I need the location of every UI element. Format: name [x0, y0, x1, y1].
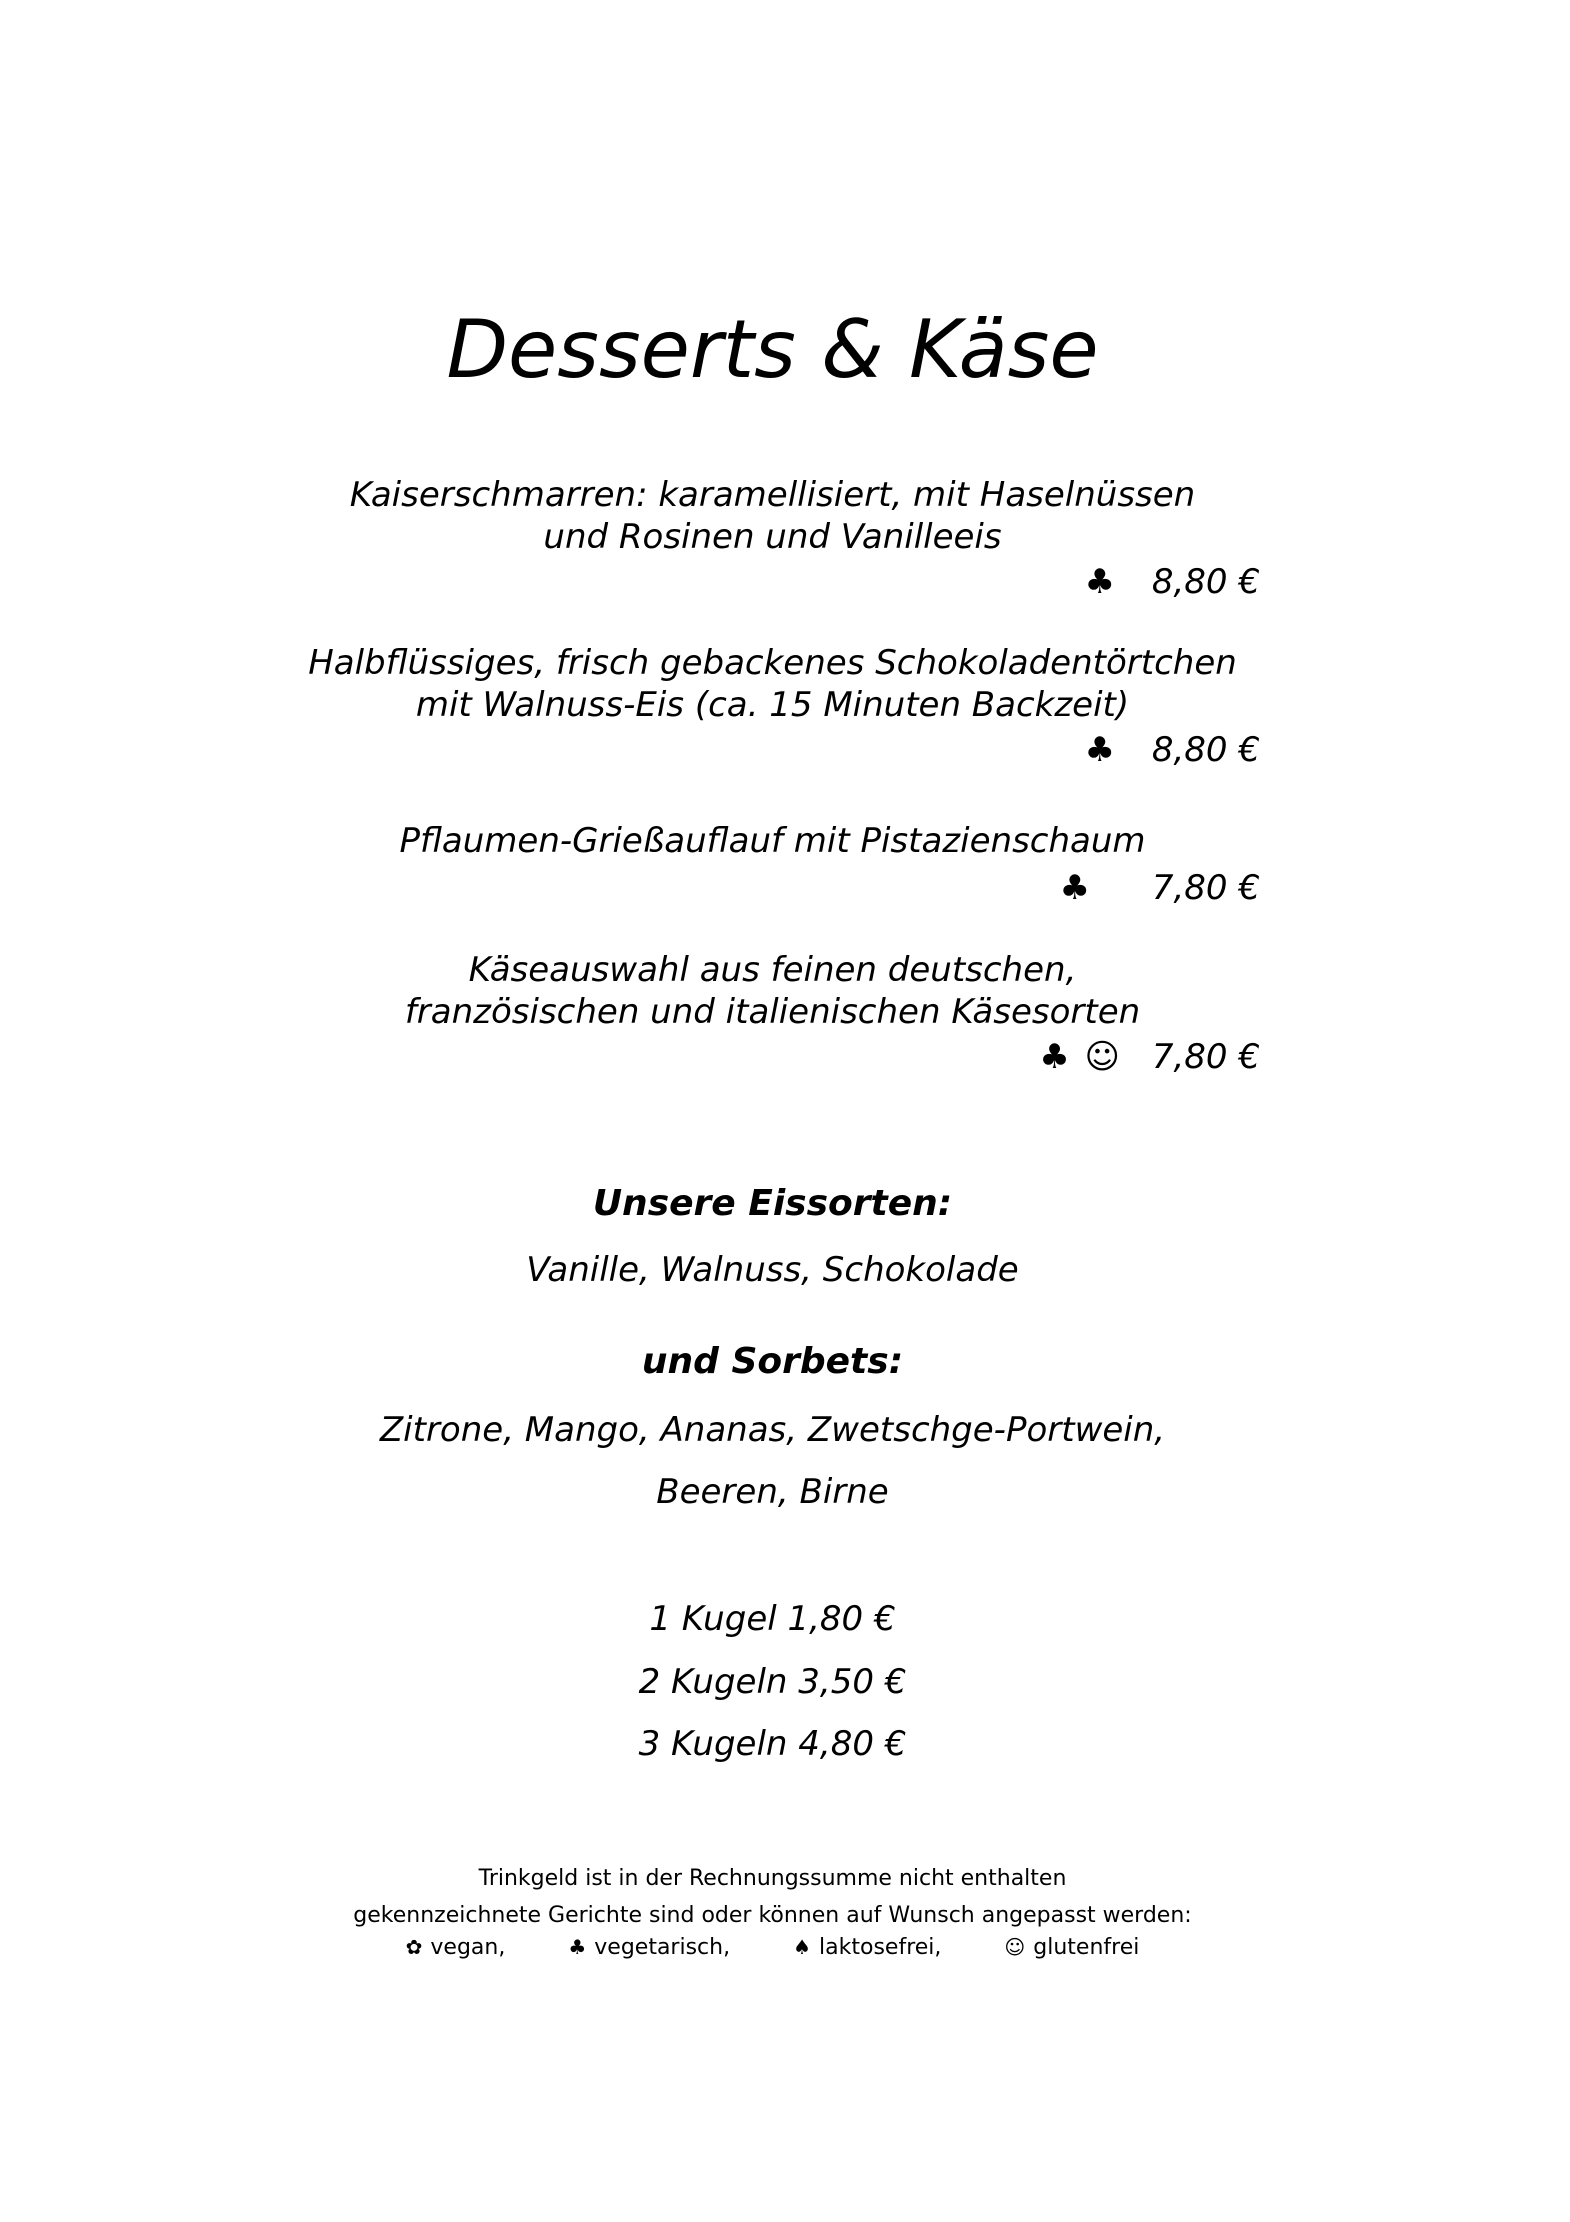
dish-price: 8,80 € [1151, 562, 1260, 602]
dish-line: Halbflüssiges, frisch gebackenes Schokoladentörtchen [308, 643, 1237, 683]
dish-line: und Rosinen und Vanilleeis [543, 517, 1002, 557]
club-icon: ♣ [1039, 1037, 1070, 1077]
club-icon: ♣ [1084, 730, 1115, 770]
dish-description [0, 474, 1545, 558]
scoop-price: 3 Kugeln 4,80 € [638, 1724, 907, 1764]
club-icon: ♣ [1084, 562, 1115, 602]
ice-cream-flavors: Vanille, Walnuss, Schokolade [526, 1250, 1019, 1290]
dish-price: 8,80 € [1151, 730, 1260, 770]
price-row [0, 1035, 1545, 1079]
legend-label: laktosefrei, [819, 1935, 942, 1960]
sorbets-heading: und Sorbets: [641, 1341, 904, 1382]
diet-marks [1035, 1035, 1120, 1079]
dish-description [0, 820, 1545, 862]
sorbet-flavors-line: Beeren, Birne [656, 1472, 889, 1512]
dish-line: Kaiserschmarren: karamellisiert, mit Haselnüssen [349, 475, 1196, 515]
dish-price: 7,80 € [1151, 1037, 1260, 1077]
ice-cream-heading: Unsere Eissorten: [592, 1183, 953, 1224]
page-title: Desserts & Käse [446, 303, 1099, 396]
diet-marks [1081, 728, 1115, 772]
dish-description [0, 949, 1545, 1033]
dish-line: Käseauswahl aus feinen deutschen, [468, 950, 1077, 990]
dish-line: französischen und italienischen Käsesorten [404, 992, 1141, 1032]
diet-marks [1081, 560, 1115, 604]
legend-item-gluten-free [1004, 1932, 1139, 1963]
dish-description [0, 642, 1545, 726]
legend-item-vegan [406, 1932, 506, 1963]
legend-item-lactose-free [793, 1932, 941, 1963]
dish-price: 7,80 € [1151, 868, 1260, 908]
tip-note: Trinkgeld ist in der Rechnungssumme nicht enthalten [478, 1866, 1067, 1891]
smiley-icon: ☺ [1084, 1037, 1120, 1077]
flower-icon: ✿ [405, 1935, 423, 1959]
price-row [0, 560, 1545, 604]
drop-icon: ♠ [793, 1935, 812, 1959]
price-row [0, 728, 1545, 772]
club-icon: ♣ [568, 1935, 587, 1959]
legend-item-vegetarian [568, 1932, 730, 1963]
diet-legend [0, 1932, 1545, 1963]
legend-label: glutenfrei [1033, 1935, 1140, 1960]
scoop-price: 1 Kugel 1,80 € [649, 1599, 896, 1639]
diet-marks [1056, 866, 1090, 910]
dish-line: Pflaumen-Grießauflauf mit Pistazienschaum [399, 821, 1146, 861]
marked-dishes-note: gekennzeichnete Gerichte sind oder können auf Wunsch angepasst werden: [353, 1903, 1192, 1928]
smiley-icon: ☺ [1004, 1935, 1026, 1959]
legend-label: vegan, [430, 1935, 506, 1960]
dish-line: mit Walnuss-Eis (ca. 15 Minuten Backzeit) [415, 685, 1130, 725]
legend-label: vegetarisch, [594, 1935, 731, 1960]
club-icon: ♣ [1059, 868, 1090, 908]
scoop-price: 2 Kugeln 3,50 € [638, 1662, 907, 1702]
price-row [0, 866, 1545, 910]
sorbet-flavors-line: Zitrone, Mango, Ananas, Zwetschge-Portwein, [379, 1410, 1166, 1450]
